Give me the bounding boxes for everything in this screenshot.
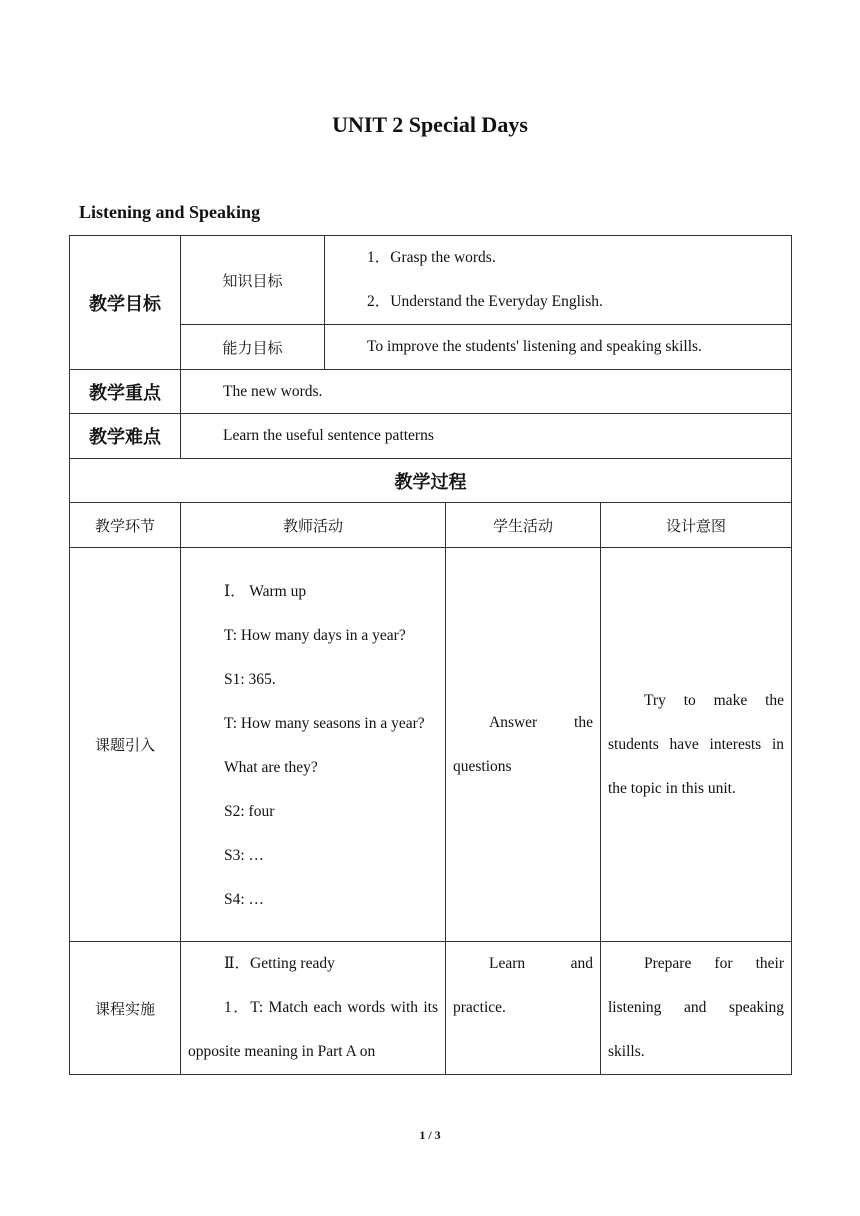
teacher-line: S4: … [224, 890, 265, 908]
teacher-line: T: How many days in a year? [224, 626, 406, 644]
purpose-text: Prepare for their listening and speaking skills. [608, 955, 785, 1060]
lesson-plan-table [69, 235, 792, 1075]
knowledge-items [325, 236, 792, 325]
purpose-cell [601, 548, 792, 942]
knowledge-label: 知识目标 [181, 236, 325, 325]
difficulties-text: Learn the useful sentence patterns [181, 414, 792, 459]
table-row [70, 414, 792, 459]
purpose-cell [601, 942, 792, 1075]
student-cell [446, 942, 601, 1075]
teacher-line: What are they? [224, 758, 318, 776]
objectives-label: 教学目标 [70, 236, 181, 370]
table-row [70, 459, 792, 503]
stage-cell: 课程实施 [70, 942, 181, 1075]
teacher-line: 1．T: Match each words with its opposite meaning in Part A on [188, 999, 438, 1060]
teacher-line: T: How many seasons in a year? [224, 714, 425, 732]
table-row [70, 370, 792, 414]
section-heading: Listening and Speaking [79, 202, 261, 222]
teacher-cell [181, 548, 446, 942]
teacher-line: S1: 365. [224, 670, 276, 688]
process-label: 教学过程 [70, 459, 792, 503]
difficulties-label: 教学难点 [70, 414, 181, 459]
knowledge-item: 2．Understand the Everyday English. [367, 293, 603, 310]
header-student: 学生活动 [446, 503, 601, 548]
teacher-line: Ⅰ． Warm up [224, 582, 307, 600]
student-cell [446, 548, 601, 942]
header-stage: 教学环节 [70, 503, 181, 548]
header-teacher: 教师活动 [181, 503, 446, 548]
student-text: Learn and practice. [453, 955, 593, 1016]
table-header-row [70, 503, 792, 548]
knowledge-item: 1．Grasp the words. [367, 249, 496, 266]
table-row [70, 236, 792, 325]
key-points-label: 教学重点 [70, 370, 181, 414]
table-row [70, 942, 792, 1075]
teacher-cell [181, 942, 446, 1075]
ability-label: 能力目标 [181, 325, 325, 370]
page-number: 1 / 3 [419, 1128, 441, 1142]
purpose-text: Try to make the students have interests in the topic in this unit. [608, 691, 785, 797]
stage-cell: 课题引入 [70, 548, 181, 942]
table-row [70, 548, 792, 942]
teacher-line: S3: … [224, 846, 265, 864]
header-purpose: 设计意图 [601, 503, 792, 548]
teacher-line: S2: four [224, 802, 275, 820]
teacher-line: Ⅱ．Getting ready [224, 955, 335, 972]
key-points-text: The new words. [181, 370, 792, 414]
document-title: UNIT 2 Special Days [332, 112, 528, 137]
student-text: Answer the questions [453, 713, 593, 775]
ability-text: To improve the students' listening and speaking skills. [325, 325, 792, 370]
